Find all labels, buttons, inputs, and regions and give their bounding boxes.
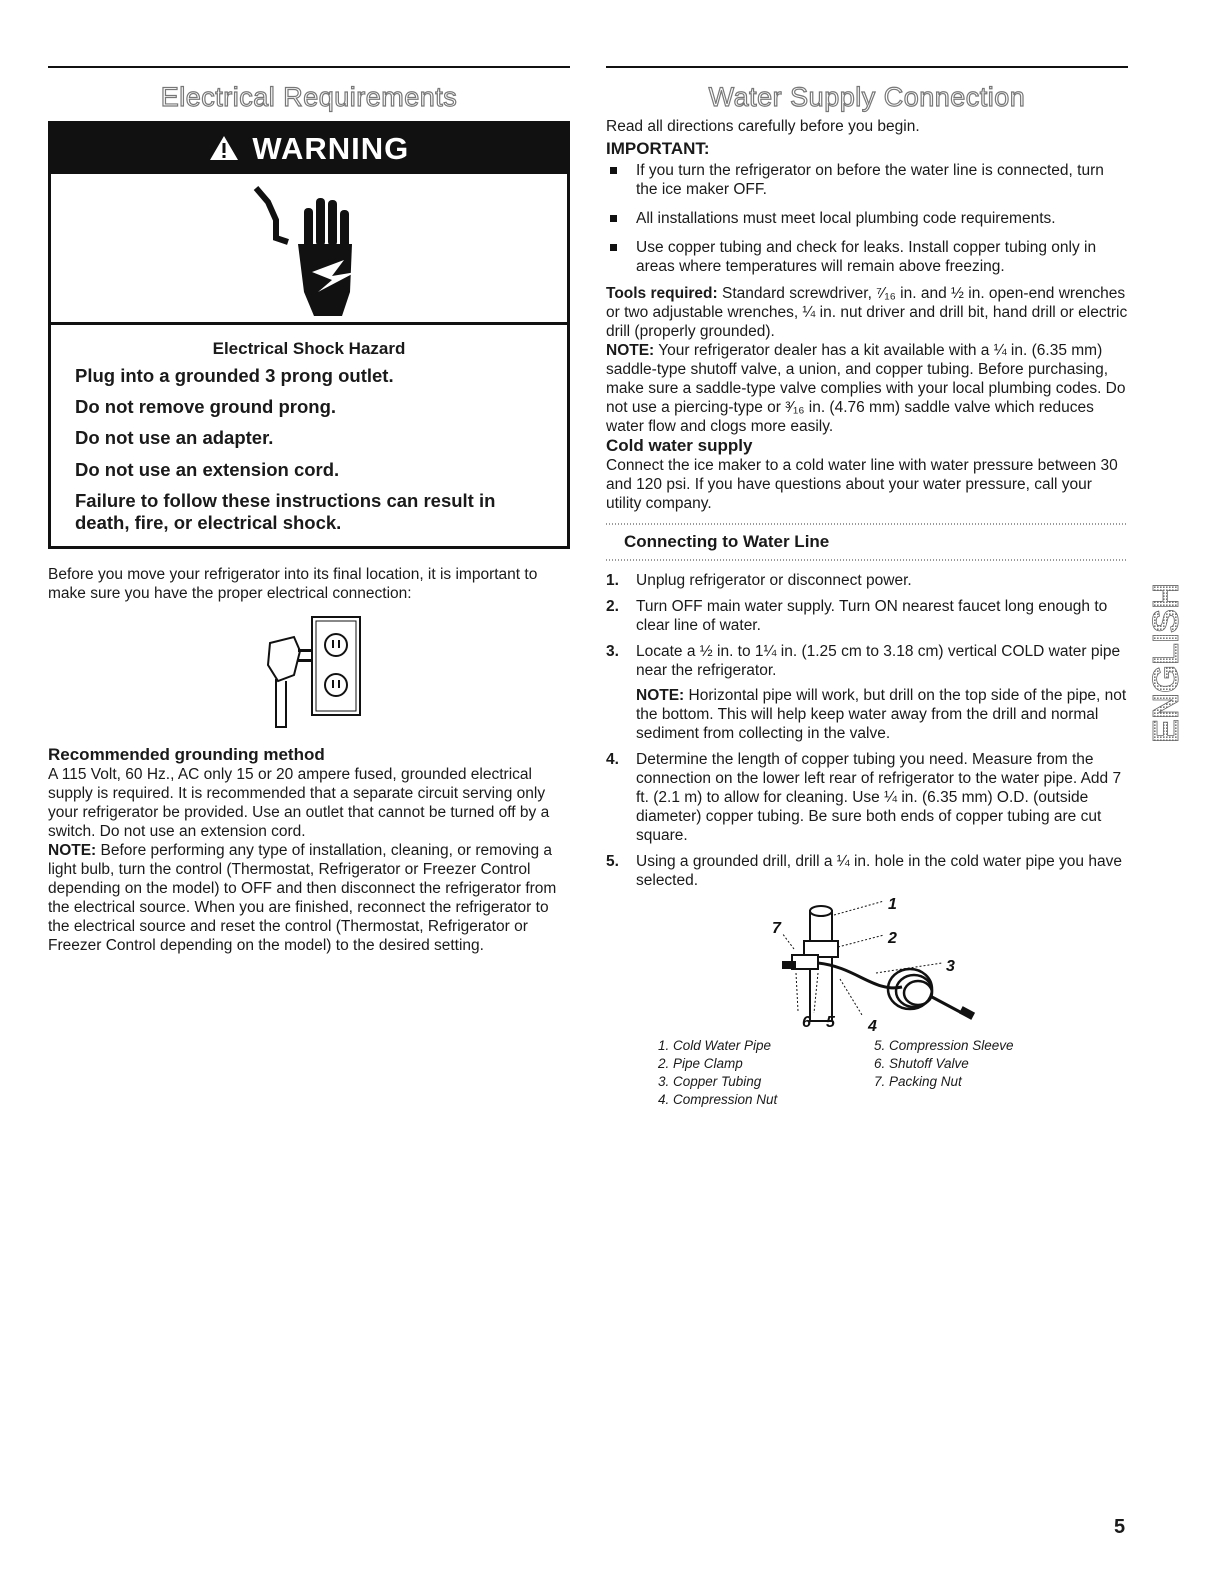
step-item	[606, 852, 1128, 890]
pipe-valve-diagram	[606, 897, 1128, 1037]
bullet-text: All installations must meet local plumbing code requirements.	[636, 210, 1056, 227]
warning-box	[48, 121, 570, 549]
step-number: 3.	[606, 643, 619, 660]
kit-note	[606, 341, 1128, 436]
note-text: Your refrigerator dealer has a kit available with a ¼ in. (6.35 mm) saddle-type shutoff valve, a union, and copper tubing. Before purchasing, make sure a saddle-type valve complies with your local plumbing codes. Do not use a piercing-type or ³⁄₁₆ in. (4.76 mm) saddle valve which reduces water flow and clogs more easily.	[606, 342, 1126, 435]
cold-water-heading: Cold water supply	[606, 436, 753, 455]
electrical-intro: Before you move your refrigerator into its final location, it is important to make sure you have the proper electrical connection:	[48, 566, 538, 603]
grounding-heading: Recommended grounding method	[48, 745, 325, 765]
step-text: Turn OFF main water supply. Turn ON nearest faucet long enough to clear line of water.	[636, 598, 1108, 634]
warning-line-5: Failure to follow these instructions can result in death, fire, or electrical shock.	[75, 489, 496, 533]
tools-text: Standard screwdriver, ⁷⁄₁₆ in. and ½ in. open-end wrenches or two adjustable wrenches, ¼ in. nut driver and drill bit, hand drill or electric drill (properly grounded).	[606, 285, 1128, 340]
legend-item: 2. Pipe Clamp	[658, 1056, 743, 1071]
warning-line-3: Do not use an adapter.	[75, 427, 274, 449]
water-supply-section	[606, 66, 1128, 1109]
step-note	[636, 686, 1128, 743]
legend-item: 4. Compression Nut	[658, 1092, 778, 1107]
grounded-outlet-icon	[248, 615, 388, 733]
callout-7: 7	[772, 920, 781, 937]
step-item	[606, 750, 1128, 845]
read-directions: Read all directions carefully before you begin.	[606, 118, 920, 135]
important-label: IMPORTANT:	[606, 139, 710, 158]
outlet-illustration	[48, 615, 570, 735]
grounding-text: A 115 Volt, 60 Hz., AC only 15 or 20 ampere fused, grounded electrical supply is required. It is recommended that a separate circuit serving only your refrigerator be provided. Use an outlet that cannot be turned off by a switch. Do not use an extension cord.	[48, 766, 550, 841]
top-rule	[48, 66, 570, 68]
top-rule	[606, 66, 1128, 68]
connecting-band	[606, 523, 1128, 561]
warning-header	[51, 124, 567, 174]
section-title-electrical: Electrical Requirements	[160, 82, 458, 112]
step-number: 4.	[606, 751, 619, 768]
legend-item: 1. Cold Water Pipe	[658, 1038, 772, 1053]
important-list	[606, 161, 1128, 276]
warning-body	[51, 325, 567, 546]
legend-item	[874, 1091, 1074, 1109]
callout-4: 4	[868, 1018, 877, 1035]
warning-triangle-icon	[209, 131, 253, 166]
electrical-requirements-section	[48, 66, 570, 955]
side-tab-text: ENGLISH	[1145, 582, 1186, 744]
bullet-icon	[610, 215, 617, 222]
list-item	[606, 209, 1128, 228]
warning-line-1: Plug into a grounded 3 prong outlet.	[75, 365, 394, 386]
callout-2: 2	[888, 930, 897, 947]
callout-6: 6	[802, 1014, 811, 1031]
note-text: Before performing any type of installation, cleaning, or removing a light bulb, turn the control (Thermostat, Refrigerator or Freezer Control depending on the model) to OFF and then disconnect the refrigerator from the electrical source. When you are finished, reconnect the refrigerator to the electrical source and reset the control (Thermostat, Refrigerator or Freezer Control depending on the model) to the desired setting.	[48, 842, 557, 955]
hazard-title: Electrical Shock Hazard	[212, 339, 406, 358]
note-text: Horizontal pipe will work, but drill on the top side of the pipe, not the bottom. This will help keep water away from the drill and normal sediment from collecting in the valve.	[636, 687, 1127, 742]
step-number: 5.	[606, 853, 619, 870]
legend-item: 7. Packing Nut	[874, 1074, 962, 1089]
warning-line-2: Do not remove ground prong.	[75, 396, 337, 418]
legend-item: 5. Compression Sleeve	[874, 1038, 1014, 1053]
legend-item: 3. Copper Tubing	[658, 1074, 762, 1089]
step-item	[606, 597, 1128, 635]
callout-3: 3	[946, 958, 955, 975]
electrical-note	[48, 841, 570, 955]
note-label: NOTE:	[48, 842, 97, 860]
language-side-tab	[1145, 568, 1186, 758]
steps-list	[606, 571, 1128, 890]
bullet-icon	[610, 167, 617, 174]
tools-label: Tools required:	[606, 285, 718, 302]
step-text: Determine the length of copper tubing you need. Measure from the connection on the lower left rear of refrigerator to the water pipe. Add 7 ft. (2.1 m) to allow for cleaning. Use ¼ in. (6.35 mm) O.D. (outside diameter) copper tubing. Be sure both ends of copper tubing are cut square.	[636, 751, 1122, 844]
step-text: Locate a ½ in. to 1¼ in. (1.25 cm to 3.18 cm) vertical COLD water pipe near the refrigerator.	[636, 643, 1121, 679]
page-number: 5	[1114, 1516, 1126, 1538]
step-item	[606, 571, 1128, 590]
section-title-water: Water Supply Connection	[708, 82, 1026, 112]
bullet-text: If you turn the refrigerator on before the water line is connected, turn the ice maker OFF.	[636, 162, 1104, 198]
note-label: NOTE:	[636, 687, 685, 704]
bullet-icon	[610, 244, 617, 251]
water-line-diagram	[606, 897, 1128, 1037]
tools-required	[606, 284, 1128, 341]
warning-heading: WARNING	[252, 131, 410, 166]
step-text: Unplug refrigerator or disconnect power.	[636, 572, 912, 589]
callout-5: 5	[826, 1014, 835, 1031]
list-item	[606, 161, 1128, 199]
note-label: NOTE:	[606, 342, 655, 359]
list-item	[606, 238, 1128, 276]
step-number: 2.	[606, 598, 619, 615]
callout-1: 1	[888, 896, 897, 913]
cold-water-text: Connect the ice maker to a cold water line with water pressure between 30 and 120 psi. If you have questions about your water pressure, call your utility company.	[606, 457, 1118, 512]
legend-item: 6. Shutoff Valve	[874, 1056, 969, 1071]
step-item	[606, 642, 1128, 743]
connecting-heading: Connecting to Water Line	[624, 532, 830, 551]
shock-hazard-area	[51, 174, 567, 325]
step-number: 1.	[606, 572, 619, 589]
diagram-legend	[658, 1037, 1128, 1109]
warning-line-4: Do not use an extension cord.	[75, 458, 340, 480]
step-text: Using a grounded drill, drill a ¼ in. hole in the cold water pipe you have selected.	[636, 853, 1122, 889]
electric-shock-hand-icon	[246, 180, 376, 320]
bullet-text: Use copper tubing and check for leaks. Install copper tubing only in areas where temperatures will remain above freezing.	[636, 239, 1097, 275]
